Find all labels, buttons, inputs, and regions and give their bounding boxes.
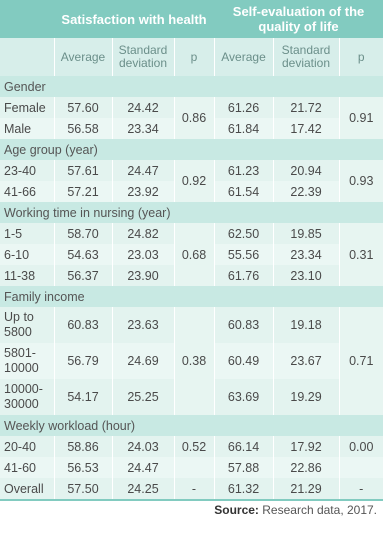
- cell: 17.42: [273, 118, 339, 139]
- row-label: Male: [0, 118, 54, 139]
- table-row-overall: [0, 478, 383, 500]
- row-label: 41-60: [0, 457, 54, 478]
- p-cell: 0.52: [174, 436, 214, 457]
- cell: 61.32: [214, 478, 273, 500]
- cell: 17.92: [273, 436, 339, 457]
- cell: 22.86: [273, 457, 339, 478]
- table-row: [0, 457, 383, 478]
- cell: 61.26: [214, 97, 273, 118]
- p-cell: 0.31: [339, 223, 383, 286]
- header-quality-of-life: Self-evaluation of the quality of life: [214, 0, 383, 38]
- cell: 56.79: [54, 343, 112, 379]
- subheader-blank: [0, 38, 54, 76]
- cell: 54.63: [54, 244, 112, 265]
- row-label: 5801-10000: [0, 343, 54, 379]
- table-row: [0, 160, 383, 181]
- table-row: [0, 97, 383, 118]
- cell: 60.83: [54, 307, 112, 343]
- cell: 24.47: [112, 457, 174, 478]
- header-satisfaction-health: Satisfaction with health: [54, 0, 214, 38]
- p-cell-empty: [339, 457, 383, 478]
- cell: 60.49: [214, 343, 273, 379]
- cell: 24.82: [112, 223, 174, 244]
- cell: 61.84: [214, 118, 273, 139]
- cell: 19.18: [273, 307, 339, 343]
- p-cell: 0.68: [174, 223, 214, 286]
- p-cell: 0.93: [339, 160, 383, 202]
- p-cell: -: [174, 478, 214, 500]
- cell: 24.03: [112, 436, 174, 457]
- cell: 21.72: [273, 97, 339, 118]
- cell: 25.25: [112, 379, 174, 415]
- subheader-std: Standard deviation: [112, 38, 174, 76]
- row-label: 20-40: [0, 436, 54, 457]
- cell: 61.23: [214, 160, 273, 181]
- group-age: Age group (year): [0, 139, 383, 160]
- subheader-p: p: [339, 38, 383, 76]
- p-cell: 0.71: [339, 307, 383, 415]
- cell: 55.56: [214, 244, 273, 265]
- row-label: 10000-30000: [0, 379, 54, 415]
- row-label: 11-38: [0, 265, 54, 286]
- cell: 54.17: [54, 379, 112, 415]
- cell: 23.03: [112, 244, 174, 265]
- cell: 57.61: [54, 160, 112, 181]
- cell: 20.94: [273, 160, 339, 181]
- cell: 19.85: [273, 223, 339, 244]
- cell: 58.86: [54, 436, 112, 457]
- cell: 23.90: [112, 265, 174, 286]
- cell: 62.50: [214, 223, 273, 244]
- cell: 23.67: [273, 343, 339, 379]
- p-cell: 0.38: [174, 307, 214, 415]
- cell: 60.83: [214, 307, 273, 343]
- cell: 23.92: [112, 181, 174, 202]
- cell: 57.21: [54, 181, 112, 202]
- p-cell: -: [339, 478, 383, 500]
- cell: 21.29: [273, 478, 339, 500]
- source-label: Source:: [214, 503, 259, 517]
- row-label: 41-66: [0, 181, 54, 202]
- header-blank: [0, 0, 54, 38]
- table-row: [0, 223, 383, 244]
- source-text: Research data, 2017.: [262, 503, 378, 517]
- p-cell: 0.00: [339, 436, 383, 457]
- row-label: Up to 5800: [0, 307, 54, 343]
- cell: 56.53: [54, 457, 112, 478]
- cell: 56.58: [54, 118, 112, 139]
- row-label: Female: [0, 97, 54, 118]
- cell: 22.39: [273, 181, 339, 202]
- table-row: [0, 436, 383, 457]
- cell: 23.10: [273, 265, 339, 286]
- cell: 61.54: [214, 181, 273, 202]
- cell: 57.60: [54, 97, 112, 118]
- subheader-average: Average: [54, 38, 112, 76]
- row-label: 6-10: [0, 244, 54, 265]
- subheader-p: p: [174, 38, 214, 76]
- row-label: 23-40: [0, 160, 54, 181]
- cell: 23.34: [273, 244, 339, 265]
- p-cell: 0.91: [339, 97, 383, 139]
- cell: 24.42: [112, 97, 174, 118]
- table-row: [0, 307, 383, 343]
- cell: 23.34: [112, 118, 174, 139]
- cell: 24.69: [112, 343, 174, 379]
- cell: 61.76: [214, 265, 273, 286]
- cell: 58.70: [54, 223, 112, 244]
- row-label: 1-5: [0, 223, 54, 244]
- group-family-income: Family income: [0, 286, 383, 307]
- subheader-std: Standard deviation: [273, 38, 339, 76]
- source-note: [0, 500, 383, 517]
- p-cell: 0.86: [174, 97, 214, 139]
- cell: 57.50: [54, 478, 112, 500]
- p-cell: 0.92: [174, 160, 214, 202]
- group-working-time: Working time in nursing (year): [0, 202, 383, 223]
- cell: 23.63: [112, 307, 174, 343]
- cell: 24.25: [112, 478, 174, 500]
- cell: 56.37: [54, 265, 112, 286]
- cell: 19.29: [273, 379, 339, 415]
- cell: 63.69: [214, 379, 273, 415]
- row-label: Overall: [0, 478, 54, 500]
- subheader-average: Average: [214, 38, 273, 76]
- p-cell-empty: [174, 457, 214, 478]
- cell: 66.14: [214, 436, 273, 457]
- cell: 57.88: [214, 457, 273, 478]
- group-weekly-workload: Weekly workload (hour): [0, 415, 383, 436]
- cell: 24.47: [112, 160, 174, 181]
- group-gender: Gender: [0, 76, 383, 97]
